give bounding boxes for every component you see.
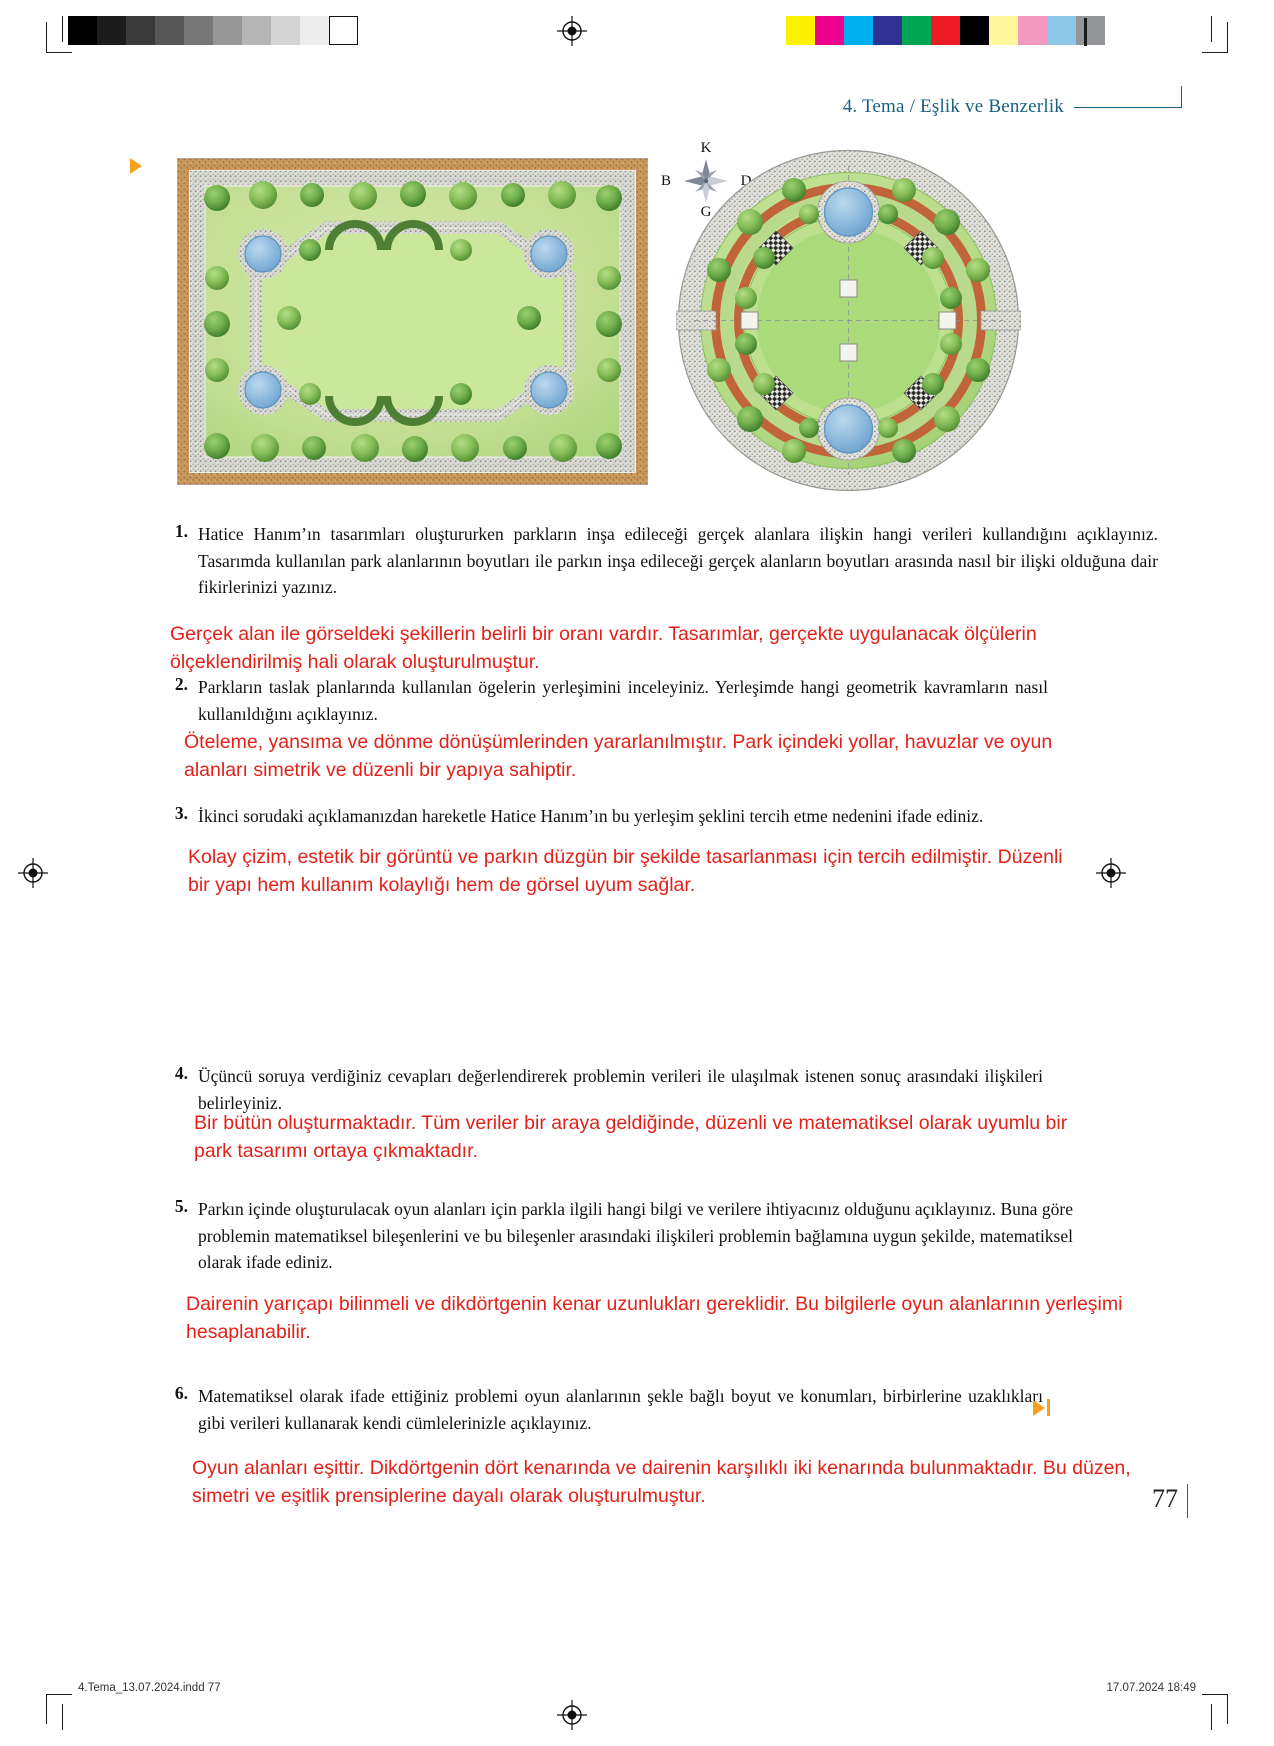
question-6-text: Matematiksel olarak ifade ettiğiniz problemi oyun alanlarının şekle bağlı boyut ve konumları, birbirlerine uzaklıkları gibi verileri kullanarak kendi cümlelerinizle açıklayınız.: [198, 1386, 1043, 1433]
compass-north-label: K: [700, 140, 712, 156]
answer-2: Öteleme, yansıma ve dönme dönüşümlerinden yararlanılmıştır. Park içindeki yollar, havuzlar ve oyun alanları simetrik ve düzenli bir yapıya sahiptir.: [184, 731, 1053, 781]
answer-5: Dairenin yarıçapı bilinmeli ve dikdörtgenin kenar uzunlukları gereklidir. Bu bilgilerle oyun alanlarının yerleşimi hesaplanabilir.: [186, 1293, 1123, 1343]
question-5-number: 5.: [174, 1196, 188, 1216]
circular-park-plan: [676, 148, 1021, 493]
grayscale-calibration-strip: [68, 16, 358, 45]
page-number: 77: [1152, 1484, 1178, 1513]
question-1-number: 1.: [174, 521, 188, 541]
registration-target-left: [18, 858, 48, 888]
bleed-bar-left-bottom: [46, 1694, 47, 1724]
crop-mark-bl-h: [46, 1694, 72, 1695]
crop-mark-tl-v: [62, 16, 63, 42]
crop-mark-tl-h: [46, 52, 72, 53]
question-6-number: 6.: [174, 1383, 188, 1403]
answer-6: Oyun alanları eşittir. Dikdörtgenin dört kenarında ve dairenin karşılıklı iki kenarında bulunmaktadır. Bu düzen, simetri ve eşitlik prensiplerine dayalı olarak oluşturulmuştur.: [192, 1457, 1131, 1507]
bleed-bar-left-top: [46, 22, 47, 52]
answer-4: Bir bütün oluşturmaktadır. Tüm veriler bir araya geldiğinde, düzenli ve matematiksel olarak uyumlu bir park tasarımı ortaya çıkmaktadır.: [194, 1112, 1068, 1162]
question-1-text: Hatice Hanım’ın tasarımları oluştururken parkların inşa edileceği gerçek alanlara ilişkin hangi verileri kullandığını açıklayınız. Tasarımda kullanılan park alanlarının boyutları ile parkın inşa edileceği gerçek alanların boyutları arasında nasıl bir ilişki olduğuna dair fikirlerinizi yazınız.: [198, 524, 1158, 598]
bleed-bar-right-top: [1227, 22, 1228, 52]
question-5: [158, 1196, 1158, 1276]
crop-mark-tr-h: [1202, 52, 1228, 53]
registration-target-top: [557, 16, 587, 46]
bleed-bar-right-bottom: [1227, 1694, 1228, 1724]
question-4: [158, 1063, 1158, 1116]
answer-3: Kolay çizim, estetik bir görüntü ve parkın düzgün bir şekilde tasarlanması için tercih edilmiştir. Düzenli bir yapı hem kullanım kolaylığı hem de görsel uyum sağlar.: [188, 846, 1063, 896]
page-number-rule: [1187, 1484, 1188, 1518]
compass-south-label: G: [700, 204, 712, 220]
question-4-text: Üçüncü soruya verdiğiniz cevapları değerlendirerek problemin verileri ile ulaşılmak istenen sonuç arasındaki ilişkileri belirleyiniz.: [198, 1066, 1043, 1113]
page-title: 4. Tema / Eşlik ve Benzerlik: [842, 96, 1064, 117]
question-2: [158, 674, 1158, 727]
compass-west-label: B: [660, 173, 672, 189]
section-start-arrow-icon: [130, 158, 142, 174]
question-3-number: 3.: [174, 803, 188, 823]
question-2-number: 2.: [174, 674, 188, 694]
indd-file-name: 4.Tema_13.07.2024.indd 77: [78, 1682, 221, 1694]
question-3: [158, 803, 1158, 830]
section-end-arrow-icon: [1033, 1399, 1050, 1416]
header-rule: [1074, 107, 1182, 108]
question-3-text: İkinci sorudaki açıklamanızdan hareketle Hatice Hanım’ın bu yerleşim şeklini tercih etme nedenini ifade ediniz.: [198, 806, 984, 826]
crop-mark-bl-v: [62, 1704, 63, 1730]
question-5-text: Parkın içinde oluşturulacak oyun alanları için parkla ilgili hangi bilgi ve verilere ihtiyacınız olduğunu açıklayınız. Buna göre problemin matematiksel bileşenlerini ve bu bileşenler arasındaki ilişkileri problemin bağlamına uygun şekilde, matematiksel olarak ifade ediniz.: [198, 1199, 1073, 1273]
color-strip-end-bar: [1084, 18, 1087, 46]
header-end-tick: [1181, 86, 1182, 108]
crop-mark-tr-v: [1211, 16, 1212, 42]
compass-east-label: D: [740, 173, 752, 189]
color-calibration-strip: [786, 16, 1105, 45]
registration-target-bottom: [557, 1700, 587, 1730]
question-6: [158, 1383, 1158, 1436]
chapter-header: [843, 96, 1182, 118]
answer-1: Gerçek alan ile görseldeki şekillerin belirli bir oranı vardır. Tasarımlar, gerçekte uygulanacak ölçülerin ölçeklendirilmiş hali olarak oluşturulmuştur.: [170, 623, 1037, 673]
rectangular-park-plan: [177, 158, 648, 485]
crop-mark-br-v: [1211, 1704, 1212, 1730]
question-2-text: Parkların taslak planlarında kullanılan ögelerin yerleşimini inceleyiniz. Yerleşimde hangi geometrik kavramların nasıl kullanıldığını açıklayınız.: [198, 677, 1048, 724]
print-timestamp: 17.07.2024 18:49: [1106, 1682, 1196, 1694]
question-1: [158, 521, 1158, 601]
registration-target-right: [1096, 858, 1126, 888]
crop-mark-br-h: [1202, 1694, 1228, 1695]
question-4-number: 4.: [174, 1063, 188, 1083]
